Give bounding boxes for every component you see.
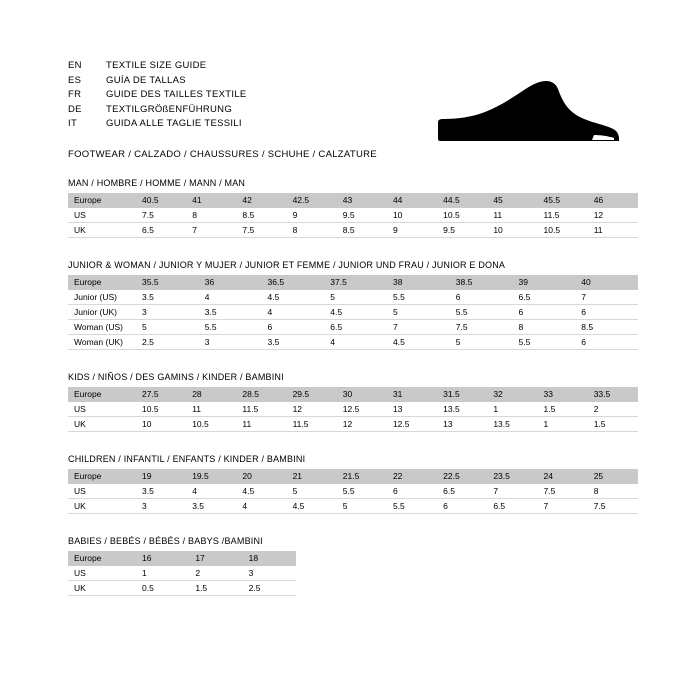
- cell: 6.5: [487, 499, 537, 514]
- row-label: UK: [68, 223, 136, 238]
- cell: 3.5: [186, 499, 236, 514]
- cell: 6: [575, 335, 638, 350]
- cell: 32: [487, 387, 537, 402]
- cell: 8.5: [236, 208, 286, 223]
- language-code: EN: [68, 60, 82, 71]
- row-label: US: [68, 484, 136, 499]
- size-table-children: [68, 469, 638, 514]
- cell: 22.5: [437, 469, 487, 484]
- cell: 7: [575, 290, 638, 305]
- cell: 7.5: [236, 223, 286, 238]
- cell: 1.5: [538, 402, 588, 417]
- table-row: [68, 275, 638, 290]
- table-row: [68, 484, 638, 499]
- cell: 13: [387, 402, 437, 417]
- cell: 33: [538, 387, 588, 402]
- language-row: [68, 75, 247, 90]
- language-code: IT: [68, 118, 78, 129]
- cell: 28: [186, 387, 236, 402]
- cell: 2: [189, 566, 242, 581]
- cell: 25: [588, 469, 638, 484]
- cell: 4: [186, 484, 236, 499]
- row-label: UK: [68, 417, 136, 432]
- row-label: Europe: [68, 275, 136, 290]
- cell: 11: [588, 223, 638, 238]
- cell: 40: [575, 275, 638, 290]
- row-label: Europe: [68, 551, 136, 566]
- cell: 35.5: [136, 275, 199, 290]
- row-label: Woman (US): [68, 320, 136, 335]
- cell: 5.5: [199, 320, 262, 335]
- cell: 6.5: [437, 484, 487, 499]
- cell: 4.5: [387, 335, 450, 350]
- language-title: GUIDE DES TAILLES TEXTILE: [106, 89, 247, 100]
- cell: 4.5: [287, 499, 337, 514]
- cell: 6: [387, 484, 437, 499]
- cell: 11: [487, 208, 537, 223]
- row-label: US: [68, 402, 136, 417]
- cell: 6.5: [513, 290, 576, 305]
- cell: 9.5: [437, 223, 487, 238]
- language-title: GUÍA DE TALLAS: [106, 74, 186, 86]
- cell: 13: [437, 417, 487, 432]
- cell: 9.5: [337, 208, 387, 223]
- table-row: [68, 551, 296, 566]
- cell: 1: [538, 417, 588, 432]
- table-row: [68, 499, 638, 514]
- cell: 12: [588, 208, 638, 223]
- size-group-babies: [68, 536, 638, 596]
- cell: 27.5: [136, 387, 186, 402]
- cell: 8: [588, 484, 638, 499]
- size-table-junior-woman: [68, 275, 638, 350]
- row-label: UK: [68, 581, 136, 596]
- cell: 5.5: [450, 305, 513, 320]
- cell: 10.5: [538, 223, 588, 238]
- cell: 1.5: [588, 417, 638, 432]
- cell: 3.5: [199, 305, 262, 320]
- cell: 13.5: [437, 402, 487, 417]
- cell: 2: [588, 402, 638, 417]
- language-row: [68, 118, 247, 133]
- cell: 30: [337, 387, 387, 402]
- cell: 5: [136, 320, 199, 335]
- cell: 5: [287, 484, 337, 499]
- cell: 10: [136, 417, 186, 432]
- cell: 4: [236, 499, 286, 514]
- table-row: [68, 581, 296, 596]
- cell: 3: [243, 566, 296, 581]
- row-label: UK: [68, 499, 136, 514]
- cell: 45: [487, 193, 537, 208]
- table-row: [68, 208, 638, 223]
- cell: 29.5: [287, 387, 337, 402]
- cell: 28.5: [236, 387, 286, 402]
- cell: 5.5: [337, 484, 387, 499]
- cell: 18: [243, 551, 296, 566]
- cell: 6: [513, 305, 576, 320]
- language-code: FR: [68, 89, 82, 100]
- cell: 3.5: [262, 335, 325, 350]
- cell: 11: [236, 417, 286, 432]
- cell: 5: [337, 499, 387, 514]
- cell: 2.5: [136, 335, 199, 350]
- cell: 8: [186, 208, 236, 223]
- cell: 8: [287, 223, 337, 238]
- document-header: [68, 60, 638, 160]
- cell: 46: [588, 193, 638, 208]
- cell: 12.5: [387, 417, 437, 432]
- cell: 11.5: [287, 417, 337, 432]
- cell: 5: [387, 305, 450, 320]
- group-label: KIDS / NIÑOS / DES GAMINS / KINDER / BAMBINI: [68, 372, 284, 382]
- cell: 19.5: [186, 469, 236, 484]
- cell: 12: [287, 402, 337, 417]
- cell: 6: [437, 499, 487, 514]
- row-label: Junior (US): [68, 290, 136, 305]
- table-row: [68, 320, 638, 335]
- table-row: [68, 193, 638, 208]
- cell: 6: [450, 290, 513, 305]
- cell: 38.5: [450, 275, 513, 290]
- cell: 40.5: [136, 193, 186, 208]
- size-table-babies: [68, 551, 296, 596]
- language-title: TEXTILE SIZE GUIDE: [106, 60, 207, 71]
- cell: 7: [387, 320, 450, 335]
- cell: 7: [487, 484, 537, 499]
- group-label: BABIES / BEBÉS / BÉBÉS / BABYS /BAMBINI: [68, 536, 263, 546]
- cell: 5: [324, 290, 387, 305]
- row-label: Woman (UK): [68, 335, 136, 350]
- cell: 7: [538, 499, 588, 514]
- row-label: US: [68, 566, 136, 581]
- cell: 9: [287, 208, 337, 223]
- cell: 2.5: [243, 581, 296, 596]
- cell: 5: [450, 335, 513, 350]
- cell: 1.5: [189, 581, 242, 596]
- cell: 36.5: [262, 275, 325, 290]
- cell: 0.5: [136, 581, 189, 596]
- cell: 10: [487, 223, 537, 238]
- cell: 7.5: [538, 484, 588, 499]
- cell: 12: [337, 417, 387, 432]
- row-label: Europe: [68, 193, 136, 208]
- cell: 5.5: [513, 335, 576, 350]
- table-row: [68, 223, 638, 238]
- cell: 39: [513, 275, 576, 290]
- table-row: [68, 335, 638, 350]
- group-label: JUNIOR & WOMAN / JUNIOR Y MUJER / JUNIOR ET FEMME / JUNIOR UND FRAU / JUNIOR E DONA: [68, 260, 506, 270]
- cell: 6.5: [136, 223, 186, 238]
- size-group-children: [68, 454, 638, 514]
- cell: 3: [136, 499, 186, 514]
- language-title: TEXTILGRÖßENFÜHRUNG: [106, 103, 233, 115]
- cell: 11.5: [236, 402, 286, 417]
- size-table-kids: [68, 387, 638, 432]
- cell: 31.5: [437, 387, 487, 402]
- language-row: [68, 60, 247, 75]
- table-row: [68, 417, 638, 432]
- cell: 1: [487, 402, 537, 417]
- cell: 45.5: [538, 193, 588, 208]
- cell: 16: [136, 551, 189, 566]
- cell: 42.5: [287, 193, 337, 208]
- dress-shoe-icon: [428, 78, 628, 148]
- row-label: Europe: [68, 387, 136, 402]
- table-row: [68, 387, 638, 402]
- language-row: [68, 104, 247, 119]
- cell: 6: [575, 305, 638, 320]
- cell: 44.5: [437, 193, 487, 208]
- language-title-list: [68, 60, 247, 133]
- row-label: Europe: [68, 469, 136, 484]
- cell: 23.5: [487, 469, 537, 484]
- cell: 3: [199, 335, 262, 350]
- cell: 11.5: [538, 208, 588, 223]
- table-row: [68, 305, 638, 320]
- cell: 3.5: [136, 290, 199, 305]
- cell: 33.5: [588, 387, 638, 402]
- cell: 37.5: [324, 275, 387, 290]
- cell: 21.5: [337, 469, 387, 484]
- cell: 4.5: [324, 305, 387, 320]
- size-group-junior-woman: [68, 260, 638, 350]
- cell: 7: [186, 223, 236, 238]
- language-row: [68, 89, 247, 104]
- footwear-section-title: FOOTWEAR / CALZADO / CHAUSSURES / SCHUHE / CALZATURE: [68, 148, 377, 160]
- cell: 19: [136, 469, 186, 484]
- table-row: [68, 402, 638, 417]
- language-code: ES: [68, 74, 82, 86]
- cell: 7.5: [136, 208, 186, 223]
- cell: 41: [186, 193, 236, 208]
- cell: 43: [337, 193, 387, 208]
- cell: 12.5: [337, 402, 387, 417]
- cell: 22: [387, 469, 437, 484]
- cell: 10.5: [437, 208, 487, 223]
- cell: 38: [387, 275, 450, 290]
- cell: 5.5: [387, 290, 450, 305]
- cell: 9: [387, 223, 437, 238]
- cell: 3: [136, 305, 199, 320]
- cell: 7.5: [450, 320, 513, 335]
- cell: 42: [236, 193, 286, 208]
- cell: 13.5: [487, 417, 537, 432]
- cell: 10.5: [136, 402, 186, 417]
- language-title-list-body: [68, 60, 247, 133]
- table-row: [68, 566, 296, 581]
- cell: 24: [538, 469, 588, 484]
- cell: 4.5: [262, 290, 325, 305]
- size-group-kids: [68, 372, 638, 432]
- cell: 4: [199, 290, 262, 305]
- table-row: [68, 469, 638, 484]
- size-group-man: [68, 178, 638, 238]
- cell: 36: [199, 275, 262, 290]
- language-title: GUIDA ALLE TAGLIE TESSILI: [106, 118, 242, 129]
- cell: 44: [387, 193, 437, 208]
- cell: 6: [262, 320, 325, 335]
- row-label: US: [68, 208, 136, 223]
- cell: 6.5: [324, 320, 387, 335]
- language-code: DE: [68, 103, 82, 115]
- cell: 3.5: [136, 484, 186, 499]
- cell: 20: [236, 469, 286, 484]
- cell: 11: [186, 402, 236, 417]
- row-label: Junior (UK): [68, 305, 136, 320]
- cell: 10: [387, 208, 437, 223]
- cell: 4.5: [236, 484, 286, 499]
- cell: 10.5: [186, 417, 236, 432]
- cell: 4: [324, 335, 387, 350]
- cell: 21: [287, 469, 337, 484]
- cell: 5.5: [387, 499, 437, 514]
- cell: 31: [387, 387, 437, 402]
- group-label: CHILDREN / INFANTIL / ENFANTS / KINDER / BAMBINI: [68, 454, 306, 464]
- table-row: [68, 290, 638, 305]
- cell: 1: [136, 566, 189, 581]
- cell: 8: [513, 320, 576, 335]
- group-label: MAN / HOMBRE / HOMME / MANN / MAN: [68, 178, 246, 188]
- cell: 17: [189, 551, 242, 566]
- cell: 4: [262, 305, 325, 320]
- cell: 8.5: [337, 223, 387, 238]
- cell: 7.5: [588, 499, 638, 514]
- cell: 8.5: [575, 320, 638, 335]
- size-table-man: [68, 193, 638, 238]
